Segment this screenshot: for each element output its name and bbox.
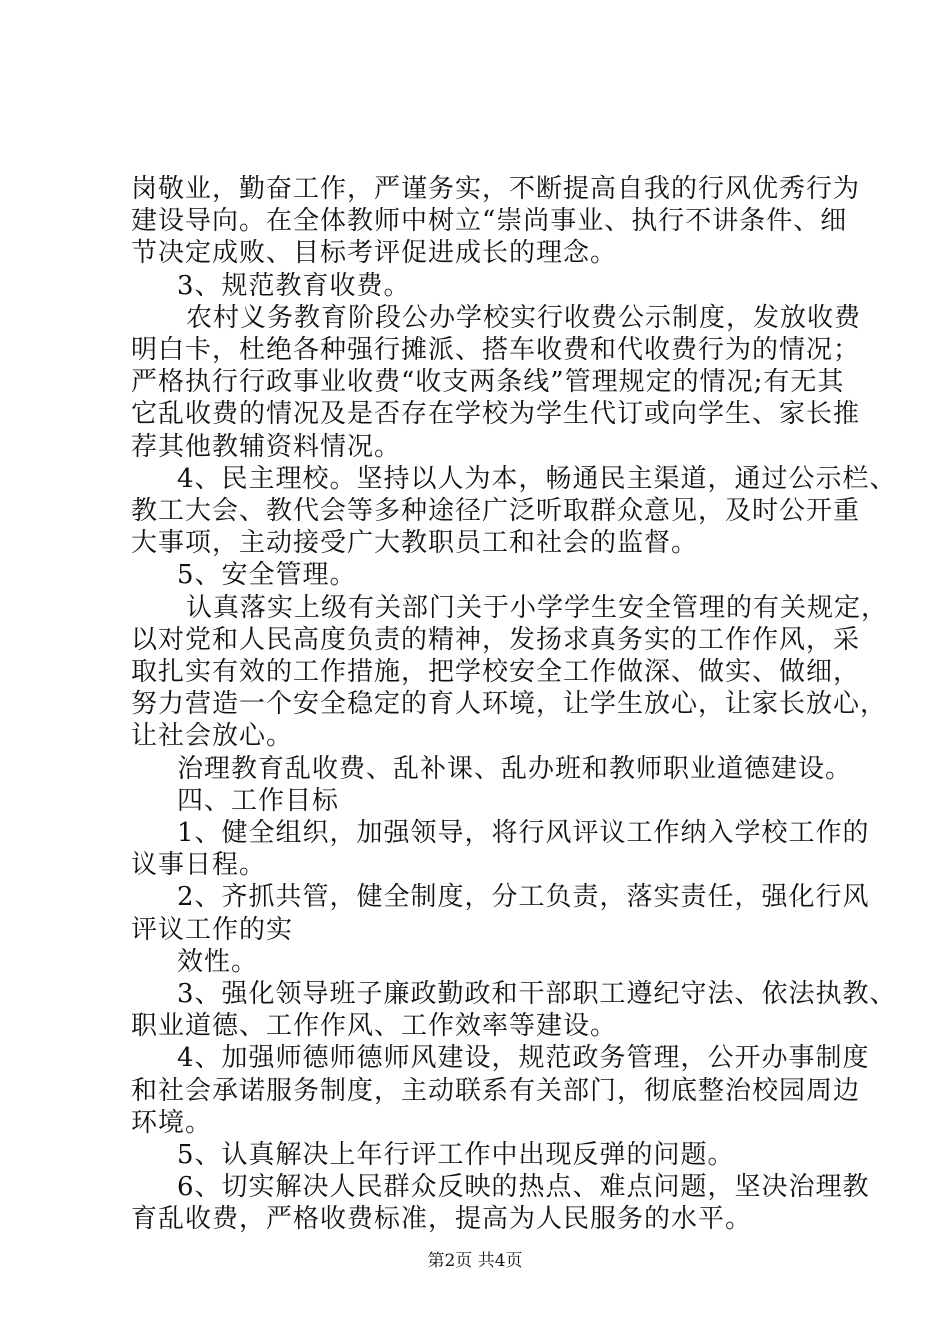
body-line: 6、切实解决人民群众反映的热点、难点问题，坚决治理教 bbox=[177, 1172, 870, 1203]
body-line: 岗敬业，勤奋工作，严谨务实，不断提高自我的行风优秀行为 bbox=[131, 174, 861, 204]
body-line: 教工大会、教代会等多种途径广泛听取群众意见，及时公开重 bbox=[131, 496, 861, 526]
body-line: 和社会承诺服务制度，主动联系有关部门，彻底整治校园周边 bbox=[131, 1075, 861, 1106]
body-line: 议事日程。 bbox=[131, 850, 267, 881]
body-line: 认真落实上级有关部门关于小学学生安全管理的有关规定， bbox=[186, 592, 889, 623]
body-line: 努力营造一个安全稳定的育人环境，让学生放心，让家长放心， bbox=[131, 689, 888, 720]
body-line: 以对党和人民高度负责的精神，发扬求真务实的工作作风，采 bbox=[131, 624, 861, 655]
page-number-footer: 第2页 共4页 bbox=[427, 1251, 523, 1271]
section-heading: 5、安全管理。 bbox=[177, 560, 357, 591]
body-line: 3、强化领导班子廉政勤政和干部职工遵纪守法、依法执教、 bbox=[177, 979, 897, 1009]
section-heading: 3、规范教育收费。 bbox=[177, 270, 411, 301]
body-line: 它乱收费的情况及是否存在学校为学生代订或向学生、家长推 bbox=[131, 399, 861, 430]
body-line: 5、认真解决上年行评工作中出现反弹的问题。 bbox=[177, 1140, 735, 1170]
section-heading: 四、工作目标 bbox=[177, 785, 340, 816]
body-line: 让社会放心。 bbox=[131, 721, 294, 752]
body-line: 大事项，主动接受广大教职员工和社会的监督。 bbox=[131, 528, 699, 559]
body-line: 节决定成败、目标考评促进成长的理念。 bbox=[131, 238, 618, 269]
body-line: 治理教育乱收费、乱补课、乱办班和教师职业道德建设。 bbox=[177, 753, 853, 784]
body-line: 效性。 bbox=[177, 946, 259, 977]
body-line: 荐其他教辅资料情况。 bbox=[131, 431, 402, 462]
body-line: 取扎实有效的工作措施，把学校安全工作做深、做实、做细， bbox=[131, 657, 861, 687]
body-line: 4、民主理校。坚持以人为本，畅通民主渠道，通过公示栏、 bbox=[177, 463, 897, 494]
body-line: 4、加强师德师德师风建设，规范政务管理，公开办事制度 bbox=[177, 1043, 870, 1074]
body-line: 环境。 bbox=[131, 1107, 213, 1138]
body-line: 农村义务教育阶段公办学校实行收费公示制度，发放收费 bbox=[186, 302, 862, 333]
body-line: 明白卡，杜绝各种强行摊派、搭车收费和代收费行为的情况； bbox=[131, 335, 861, 365]
body-line: 1、健全组织，加强领导，将行风评议工作纳入学校工作的 bbox=[177, 818, 870, 848]
body-line: 育乱收费，严格收费标准，提高为人民服务的水平。 bbox=[131, 1204, 753, 1235]
body-line: 职业道德、工作作风、工作效率等建设。 bbox=[131, 1011, 618, 1042]
body-line: 建设导向。在全体教师中树立“崇尚事业、执行不讲条件、细 bbox=[131, 206, 848, 237]
body-line: 评议工作的实 bbox=[131, 914, 294, 945]
body-line: 2、齐抓共管，健全制度，分工负责，落实责任，强化行风 bbox=[177, 882, 870, 913]
body-line: 严格执行行政事业收费“收支两条线”管理规定的情况;有无其 bbox=[131, 367, 845, 398]
